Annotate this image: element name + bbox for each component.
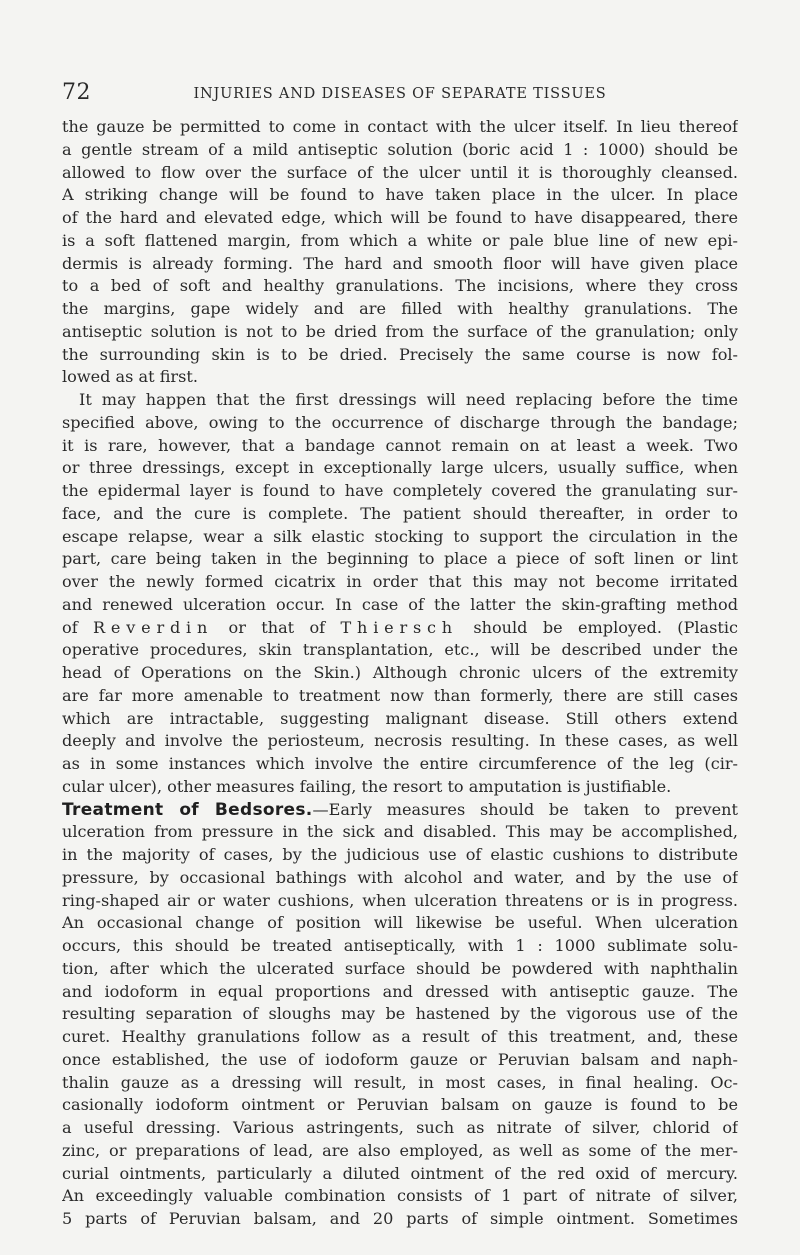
text-line: It may happen that the first dressings will need replacing before the time bbox=[79, 390, 738, 409]
text-line: a gentle stream of a mild antiseptic solution (boric acid 1 : 1000) should be bbox=[62, 139, 738, 159]
section-heading: Treatment of Bedsores. bbox=[62, 799, 313, 820]
paragraph bbox=[62, 389, 738, 799]
section-first-line bbox=[62, 799, 738, 822]
text-line: it is rare, however, that a bandage cannot remain on at least a week. Two bbox=[62, 435, 738, 455]
text-line: the surrounding skin is to be dried. Precisely the same course is now fol- bbox=[62, 344, 738, 364]
running-title: INJURIES AND DISEASES OF SEPARATE TISSUES bbox=[193, 86, 607, 102]
text-line-with-names bbox=[62, 617, 738, 640]
line-remainder: should be employed. (Plastic bbox=[473, 617, 738, 637]
text-line: curial ointments, particularly a diluted ointment of the red oxid of mercury. bbox=[62, 1163, 738, 1183]
text-line: head of Operations on the Skin.) Although chronic ulcers of the extremity bbox=[62, 663, 738, 682]
text-line: pressure, by occasional bathings with alcohol and water, and by the use of bbox=[62, 867, 738, 887]
text-line: which are intractable, suggesting malignant disease. Still others extend bbox=[62, 708, 738, 728]
text-line: in the majority of cases, by the judicious use of elastic cushions to distribute bbox=[62, 845, 738, 864]
text-line: dermis is already forming. The hard and smooth floor will have given place bbox=[62, 253, 738, 273]
text-line: is a soft flattened margin, from which a white or pale blue line of new epi- bbox=[62, 230, 738, 250]
text-line: An exceedingly valuable combination consists of 1 part of nitrate of silver, bbox=[62, 1186, 738, 1206]
text-line: casionally iodoform ointment or Peruvian balsam on gauze is found to be bbox=[62, 1095, 738, 1115]
text-line: face, and the cure is complete. The patient should thereafter, in order to bbox=[62, 503, 738, 523]
text-line: A striking change will be found to have taken place in the ulcer. In place bbox=[62, 185, 738, 205]
text-line: or three dressings, except in exceptionally large ulcers, usually suffice, when bbox=[62, 458, 738, 478]
page-number: 72 bbox=[62, 80, 91, 105]
text-line: part, care being taken in the beginning to place a piece of soft linen or lint bbox=[62, 549, 738, 569]
surgeon-name-reverdin: Reverdin bbox=[93, 617, 214, 637]
text-line: the margins, gape widely and are filled with healthy granulations. The bbox=[62, 299, 738, 318]
text-line: a useful dressing. Various astringents, such as nitrate of silver, chlorid of bbox=[62, 1118, 738, 1137]
text-line: over the newly formed cicatrix in order that this may not become irritated bbox=[62, 572, 738, 591]
text-line: and renewed ulceration occur. In case of the latter the skin-grafting method bbox=[62, 594, 738, 614]
word-or-that-of: or that of bbox=[228, 617, 326, 637]
body-text bbox=[62, 116, 738, 1231]
text-line: 5 parts of Peruvian balsam, and 20 parts of simple ointment. Sometimes bbox=[62, 1209, 738, 1228]
text-line: zinc, or preparations of lead, are also employed, as well as some of the mer- bbox=[62, 1140, 738, 1160]
text-line: operative procedures, skin transplantation, etc., will be described under the bbox=[62, 640, 738, 660]
running-head bbox=[62, 79, 738, 107]
text-line: lowed as at first. bbox=[62, 367, 198, 387]
text-line: and iodoform in equal proportions and dressed with antiseptic gauze. The bbox=[62, 981, 738, 1001]
text-line: once established, the use of iodoform gauze or Peruvian balsam and naph- bbox=[62, 1049, 738, 1069]
text-line: occurs, this should be treated antiseptically, with 1 : 1000 sublimate solu- bbox=[62, 936, 738, 955]
text-line: thalin gauze as a dressing will result, in most cases, in final healing. Oc- bbox=[62, 1072, 738, 1092]
text-line: escape relapse, wear a silk elastic stocking to support the circulation in the bbox=[62, 526, 738, 546]
text-line: tion, after which the ulcerated surface should be powdered with naphthalin bbox=[62, 958, 738, 978]
text-line: ulceration from pressure in the sick and disabled. This may be accomplished, bbox=[62, 822, 738, 842]
word-of: of bbox=[62, 617, 78, 637]
text-line: resulting separation of sloughs may be hastened by the vigorous use of the bbox=[62, 1004, 738, 1024]
text-line: the gauze be permitted to come in contact with the ulcer itself. In lieu thereof bbox=[62, 117, 738, 136]
text-line: curet. Healthy granulations follow as a result of this treatment, and, these bbox=[62, 1027, 738, 1046]
section-bedsores bbox=[62, 799, 738, 1231]
text-line: are far more amenable to treatment now than formerly, there are still cases bbox=[62, 685, 738, 705]
text-line: of the hard and elevated edge, which will be found to have disappeared, there bbox=[62, 208, 738, 227]
text-line: ring-shaped air or water cushions, when ulceration threatens or is in progress. bbox=[62, 890, 738, 910]
text-line: as in some instances which involve the entire circumference of the leg (cir- bbox=[62, 754, 738, 773]
text-line: the epidermal layer is found to have completely covered the granulating sur- bbox=[62, 481, 738, 500]
text-line: An occasional change of position will likewise be useful. When ulceration bbox=[62, 913, 738, 933]
text-line: to a bed of soft and healthy granulations. The incisions, where they cross bbox=[62, 276, 738, 296]
section-first-line-text: —Early measures should be taken to prevent bbox=[312, 799, 738, 819]
text-line: specified above, owing to the occurrence of discharge through the bandage; bbox=[62, 412, 738, 432]
surgeon-name-thiersch: Thiersch bbox=[340, 617, 458, 637]
text-line: allowed to flow over the surface of the ulcer until it is thoroughly cleansed. bbox=[62, 162, 738, 182]
paragraph bbox=[62, 116, 738, 389]
text-line: antiseptic solution is not to be dried from the surface of the granulation; only bbox=[62, 321, 738, 341]
text-line: cular ulcer), other measures failing, the resort to amputation is justifiable. bbox=[62, 776, 672, 796]
text-line: deeply and involve the periosteum, necrosis resulting. In these cases, as well bbox=[62, 731, 738, 751]
